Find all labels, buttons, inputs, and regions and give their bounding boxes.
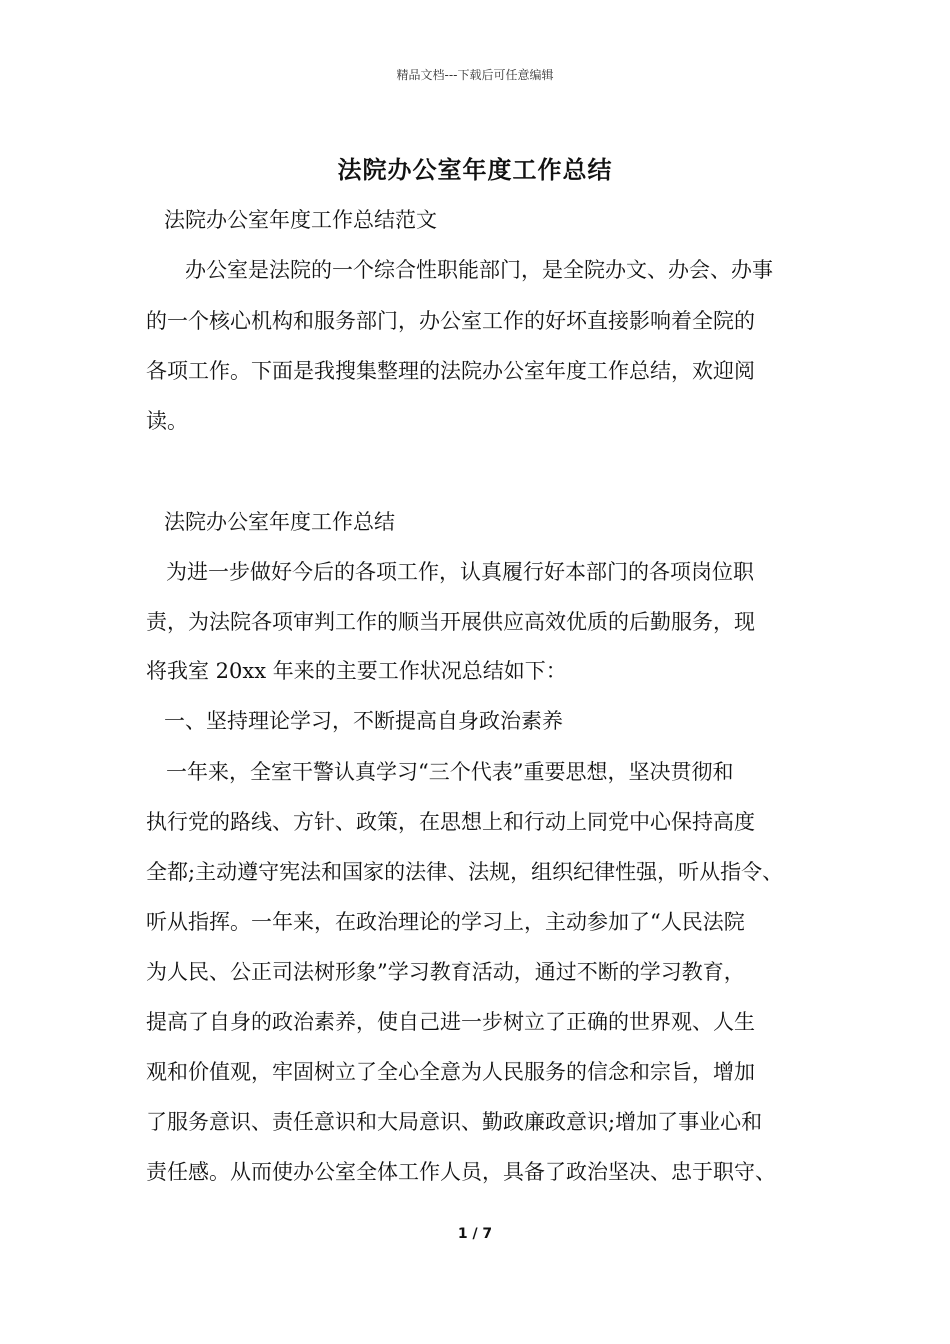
paragraph-line: 读。 xyxy=(146,409,188,433)
page-header: 精品文档---下载后可任意编辑 xyxy=(396,68,554,82)
paragraph-line: 将我室 20xx 年来的主要工作状况总结如下： xyxy=(146,659,567,683)
paragraph-line: 办公室是法院的一个综合性职能部门，是全院办文、办会、办事 xyxy=(185,258,773,282)
document-title: 法院办公室年度工作总结 xyxy=(337,155,613,184)
paragraph-line: 责，为法院各项审判工作的顺当开展供应高效优质的后勤服务，现 xyxy=(146,610,755,634)
paragraph-line: 为人民、公正司法树形象”学习教育活动，通过不断的学习教育， xyxy=(146,960,745,984)
paragraph-line: 了服务意识、责任意识和大局意识、勤政廉政意识;增加了事业心和 xyxy=(146,1110,763,1134)
paragraph-line: 责任感。从而使办公室全体工作人员，具备了政治坚决、忠于职守、 xyxy=(146,1160,776,1184)
paragraph-line: 提高了自身的政治素养，使自己进一步树立了正确的世界观、人生 xyxy=(146,1010,755,1034)
paragraph-line: 一年来，全室干警认真学习“三个代表”重要思想，坚决贯彻和 xyxy=(166,760,734,784)
subtitle-line: 法院办公室年度工作总结范文 xyxy=(164,208,437,232)
paragraph-line: 听从指挥。一年来，在政治理论的学习上，主动参加了“人民法院 xyxy=(146,910,745,934)
paragraph-line: 观和价值观，牢固树立了全心全意为人民服务的信念和宗旨，增加 xyxy=(146,1060,755,1084)
paragraph-line: 各项工作。下面是我搜集整理的法院办公室年度工作总结，欢迎阅 xyxy=(146,359,755,383)
numbered-heading-line: 一、坚持理论学习，不断提高自身政治素养 xyxy=(164,709,563,733)
paragraph-line: 的一个核心机构和服务部门，办公室工作的好坏直接影响着全院的 xyxy=(146,309,755,333)
paragraph-line: 全都;主动遵守宪法和国家的法律、法规，组织纪律性强，听从指令、 xyxy=(146,860,784,884)
page-number: 1 / 7 xyxy=(457,1226,493,1242)
paragraph-line: 为进一步做好今后的各项工作，认真履行好本部门的各项岗位职 xyxy=(166,560,754,584)
section-heading-line: 法院办公室年度工作总结 xyxy=(164,510,395,534)
paragraph-line: 执行党的路线、方针、政策，在思想上和行动上同党中心保持高度 xyxy=(146,810,755,834)
